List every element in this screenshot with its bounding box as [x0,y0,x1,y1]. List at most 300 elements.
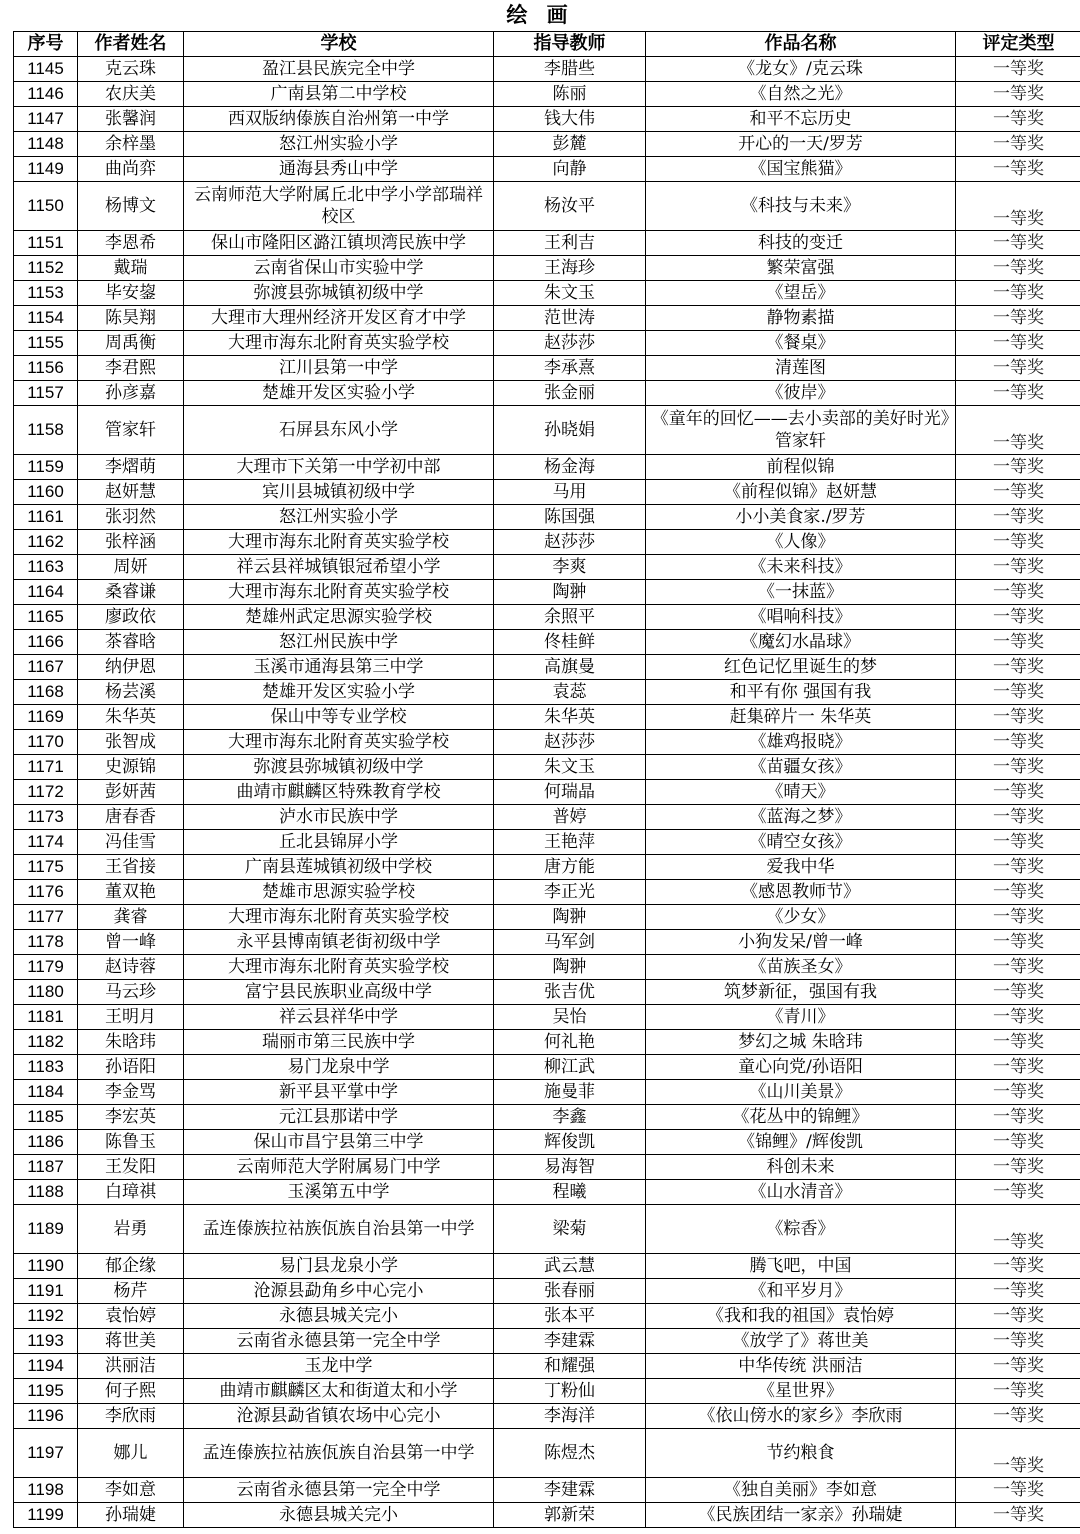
cell-school: 新平县平掌中学 [184,1080,494,1105]
cell-work: 《晴空女孩》 [646,830,956,855]
cell-number: 1197 [14,1429,78,1478]
table-row [14,1254,1080,1279]
column-header-author: 作者姓名 [78,32,184,57]
cell-work: 《未来科技》 [646,555,956,580]
cell-work: 《彼岸》 [646,381,956,406]
cell-school: 丘北县锦屏小学 [184,830,494,855]
cell-work: 《星世界》 [646,1379,956,1404]
cell-number: 1165 [14,605,78,630]
table-row [14,605,1080,630]
cell-teacher: 李正光 [494,880,646,905]
cell-author: 李君熙 [78,356,184,381]
cell-award: 一等奖 [956,132,1080,157]
cell-author: 曲尚弈 [78,157,184,182]
cell-teacher: 张吉优 [494,980,646,1005]
cell-author: 杨博文 [78,182,184,231]
table-row [14,830,1080,855]
cell-school: 祥云县祥城镇银冠希望小学 [184,555,494,580]
cell-number: 1198 [14,1478,78,1503]
cell-school: 保山市昌宁县第三中学 [184,1130,494,1155]
cell-award: 一等奖 [956,1354,1080,1379]
cell-work: 《我和我的祖国》袁怡婷 [646,1304,956,1329]
cell-number: 1148 [14,132,78,157]
cell-teacher: 杨汝平 [494,182,646,231]
cell-work: 《民族团结一家亲》孙瑞婕 [646,1503,956,1528]
table-row [14,256,1080,281]
cell-work: 梦幻之城 朱晗玮 [646,1030,956,1055]
table-row [14,331,1080,356]
cell-teacher: 陈丽 [494,82,646,107]
cell-author: 李熠萌 [78,455,184,480]
cell-number: 1155 [14,331,78,356]
table-row [14,82,1080,107]
cell-author: 冯佳雪 [78,830,184,855]
cell-teacher: 李鑫 [494,1105,646,1130]
table-row [14,107,1080,132]
cell-number: 1175 [14,855,78,880]
cell-number: 1192 [14,1304,78,1329]
cell-number: 1195 [14,1379,78,1404]
cell-author: 纳伊恩 [78,655,184,680]
cell-number: 1171 [14,755,78,780]
cell-teacher: 赵莎莎 [494,331,646,356]
cell-author: 朱华英 [78,705,184,730]
cell-author: 杨芹 [78,1279,184,1304]
table-row [14,530,1080,555]
cell-author: 陈鲁玉 [78,1130,184,1155]
cell-number: 1185 [14,1105,78,1130]
cell-work: 腾飞吧，中国 [646,1254,956,1279]
cell-teacher: 王艳萍 [494,830,646,855]
cell-number: 1154 [14,306,78,331]
cell-number: 1186 [14,1130,78,1155]
table-header-row [14,32,1080,57]
cell-work: 《雄鸡报晓》 [646,730,956,755]
cell-school: 广南县莲城镇初级中学校 [184,855,494,880]
cell-school: 云南师范大学附属易门中学 [184,1155,494,1180]
cell-school: 江川县第一中学 [184,356,494,381]
table-row [14,1180,1080,1205]
cell-school: 盈江县民族完全中学 [184,57,494,82]
cell-teacher: 李承熹 [494,356,646,381]
cell-author: 白璋祺 [78,1180,184,1205]
cell-school: 永德县城关完小 [184,1503,494,1528]
cell-award: 一等奖 [956,1055,1080,1080]
table-row [14,480,1080,505]
cell-teacher: 李腊些 [494,57,646,82]
cell-number: 1151 [14,231,78,256]
cell-author: 李金骂 [78,1080,184,1105]
page-title: 绘 画 [506,3,574,27]
cell-work: 《苗族圣女》 [646,955,956,980]
cell-author: 袁怡婷 [78,1304,184,1329]
table-row [14,705,1080,730]
table-row [14,1503,1080,1528]
table-row [14,1329,1080,1354]
cell-teacher: 易海智 [494,1155,646,1180]
cell-award: 一等奖 [956,356,1080,381]
cell-school: 西双版纳傣族自治州第一中学 [184,107,494,132]
cell-number: 1146 [14,82,78,107]
cell-award: 一等奖 [956,1155,1080,1180]
table-row [14,880,1080,905]
cell-school: 大理市海东北附育英实验学校 [184,580,494,605]
cell-work: 中华传统 洪丽洁 [646,1354,956,1379]
cell-number: 1163 [14,555,78,580]
table-row [14,455,1080,480]
cell-work: 爱我中华 [646,855,956,880]
cell-author: 董双艳 [78,880,184,905]
cell-number: 1183 [14,1055,78,1080]
cell-award: 一等奖 [956,182,1080,231]
cell-number: 1156 [14,356,78,381]
cell-school: 富宁县民族职业高级中学 [184,980,494,1005]
cell-author: 张羽然 [78,505,184,530]
cell-author: 郁企缘 [78,1254,184,1279]
cell-school: 易门县龙泉小学 [184,1254,494,1279]
cell-work: 《蓝海之梦》 [646,805,956,830]
cell-author: 赵诗蓉 [78,955,184,980]
cell-work: 开心的一天/罗芳 [646,132,956,157]
table-row [14,1155,1080,1180]
cell-award: 一等奖 [956,1105,1080,1130]
cell-number: 1182 [14,1030,78,1055]
table-row [14,555,1080,580]
table-row [14,1080,1080,1105]
cell-work: 《一抹蓝》 [646,580,956,605]
cell-author: 李恩希 [78,231,184,256]
table-row [14,730,1080,755]
cell-teacher: 王利吉 [494,231,646,256]
cell-teacher: 朱文玉 [494,281,646,306]
cell-work: 《龙女》/克云珠 [646,57,956,82]
cell-award: 一等奖 [956,855,1080,880]
cell-teacher: 张金丽 [494,381,646,406]
cell-teacher: 张春丽 [494,1279,646,1304]
cell-award: 一等奖 [956,530,1080,555]
cell-school: 宾川县城镇初级中学 [184,480,494,505]
cell-author: 孙彦嘉 [78,381,184,406]
cell-number: 1153 [14,281,78,306]
cell-work: 小狗发呆/曾一峰 [646,930,956,955]
cell-work: 清莲图 [646,356,956,381]
table-row [14,955,1080,980]
cell-teacher: 吴怡 [494,1005,646,1030]
column-header-school: 学校 [184,32,494,57]
cell-author: 周妍 [78,555,184,580]
cell-teacher: 赵莎莎 [494,730,646,755]
table-row [14,306,1080,331]
cell-author: 曾一峰 [78,930,184,955]
table-row [14,281,1080,306]
cell-award: 一等奖 [956,157,1080,182]
cell-work: 《感恩教师节》 [646,880,956,905]
cell-work: 《前程似锦》赵妍慧 [646,480,956,505]
table-row [14,182,1080,231]
awards-table [13,31,1080,1528]
cell-work: 和平有你 强国有我 [646,680,956,705]
cell-award: 一等奖 [956,82,1080,107]
cell-teacher: 陶翀 [494,580,646,605]
cell-author: 王发阳 [78,1155,184,1180]
cell-number: 1176 [14,880,78,905]
cell-author: 张智成 [78,730,184,755]
cell-school: 大理市海东北附育英实验学校 [184,955,494,980]
cell-teacher: 唐方能 [494,855,646,880]
table-row [14,157,1080,182]
table-row [14,1205,1080,1254]
table-row [14,505,1080,530]
cell-award: 一等奖 [956,1130,1080,1155]
cell-school: 易门龙泉中学 [184,1055,494,1080]
cell-work: 《少女》 [646,905,956,930]
cell-work: 《国宝熊猫》 [646,157,956,182]
cell-teacher: 辉俊凯 [494,1130,646,1155]
cell-number: 1180 [14,980,78,1005]
cell-school: 楚雄市思源实验学校 [184,880,494,905]
cell-award: 一等奖 [956,1304,1080,1329]
table-row [14,356,1080,381]
cell-teacher: 余照平 [494,605,646,630]
table-row [14,905,1080,930]
cell-school: 玉龙中学 [184,1354,494,1379]
cell-award: 一等奖 [956,1503,1080,1528]
cell-school: 玉溪市通海县第三中学 [184,655,494,680]
cell-work: 童心向党/孙语阳 [646,1055,956,1080]
cell-award: 一等奖 [956,1279,1080,1304]
table-row [14,1055,1080,1080]
cell-award: 一等奖 [956,1180,1080,1205]
cell-number: 1188 [14,1180,78,1205]
cell-number: 1166 [14,630,78,655]
cell-author: 史源锦 [78,755,184,780]
cell-school: 泸水市民族中学 [184,805,494,830]
cell-teacher: 陶翀 [494,955,646,980]
cell-award: 一等奖 [956,1478,1080,1503]
cell-author: 岩勇 [78,1205,184,1254]
table-row [14,1130,1080,1155]
table-row [14,1478,1080,1503]
cell-teacher: 马用 [494,480,646,505]
cell-school: 怒江州实验小学 [184,505,494,530]
table-row [14,132,1080,157]
cell-work: 《自然之光》 [646,82,956,107]
cell-number: 1189 [14,1205,78,1254]
cell-number: 1149 [14,157,78,182]
cell-school: 怒江州实验小学 [184,132,494,157]
cell-teacher: 何瑞晶 [494,780,646,805]
cell-number: 1177 [14,905,78,930]
cell-author: 陈昊翔 [78,306,184,331]
cell-school: 大理市海东北附育英实验学校 [184,530,494,555]
cell-number: 1191 [14,1279,78,1304]
cell-award: 一等奖 [956,455,1080,480]
table-row [14,1005,1080,1030]
cell-teacher: 李建霖 [494,1478,646,1503]
cell-award: 一等奖 [956,1205,1080,1254]
cell-work: 《晴天》 [646,780,956,805]
cell-number: 1193 [14,1329,78,1354]
cell-work: 小小美食家./罗芳 [646,505,956,530]
cell-number: 1194 [14,1354,78,1379]
cell-author: 张梓涵 [78,530,184,555]
cell-teacher: 李爽 [494,555,646,580]
cell-award: 一等奖 [956,780,1080,805]
cell-teacher: 武云慧 [494,1254,646,1279]
cell-award: 一等奖 [956,980,1080,1005]
cell-work: 《放学了》蒋世美 [646,1329,956,1354]
column-header-teacher: 指导教师 [494,32,646,57]
cell-work: 科创未来 [646,1155,956,1180]
cell-teacher: 陈煜杰 [494,1429,646,1478]
cell-number: 1179 [14,955,78,980]
cell-school: 通海县秀山中学 [184,157,494,182]
cell-work: 静物素描 [646,306,956,331]
cell-award: 一等奖 [956,705,1080,730]
cell-award: 一等奖 [956,306,1080,331]
cell-award: 一等奖 [956,505,1080,530]
table-row [14,1304,1080,1329]
cell-award: 一等奖 [956,1329,1080,1354]
cell-author: 农庆美 [78,82,184,107]
cell-work: 前程似锦 [646,455,956,480]
cell-teacher: 李建霖 [494,1329,646,1354]
table-row [14,855,1080,880]
cell-school: 广南县第二中学校 [184,82,494,107]
table-row [14,1105,1080,1130]
cell-teacher: 朱华英 [494,705,646,730]
cell-school: 石屏县东风小学 [184,406,494,455]
cell-number: 1147 [14,107,78,132]
cell-work: 《花丛中的锦鲤》 [646,1105,956,1130]
cell-work: 《山川美景》 [646,1080,956,1105]
cell-number: 1184 [14,1080,78,1105]
cell-award: 一等奖 [956,555,1080,580]
cell-school: 曲靖市麒麟区特殊教育学校 [184,780,494,805]
table-row [14,630,1080,655]
table-row [14,1354,1080,1379]
cell-award: 一等奖 [956,930,1080,955]
cell-author: 管家轩 [78,406,184,455]
cell-number: 1169 [14,705,78,730]
cell-school: 祥云县祥华中学 [184,1005,494,1030]
cell-award: 一等奖 [956,256,1080,281]
cell-author: 唐春香 [78,805,184,830]
cell-school: 元江县那诺中学 [184,1105,494,1130]
cell-teacher: 袁蕊 [494,680,646,705]
cell-work: 《童年的回忆——去小卖部的美好时光》管家轩 [646,406,956,455]
cell-school: 楚雄开发区实验小学 [184,680,494,705]
cell-teacher: 杨金海 [494,455,646,480]
cell-teacher: 孙晓娟 [494,406,646,455]
cell-author: 龚睿 [78,905,184,930]
cell-teacher: 赵莎莎 [494,530,646,555]
cell-author: 孙语阳 [78,1055,184,1080]
cell-work: 科技的变迁 [646,231,956,256]
table-row [14,755,1080,780]
cell-teacher: 何礼艳 [494,1030,646,1055]
cell-teacher: 朱文玉 [494,755,646,780]
cell-teacher: 陶翀 [494,905,646,930]
cell-school: 永德县城关完小 [184,1304,494,1329]
cell-author: 余梓墨 [78,132,184,157]
cell-author: 李如意 [78,1478,184,1503]
cell-work: 《餐桌》 [646,331,956,356]
cell-work: 节约粮食 [646,1429,956,1478]
cell-author: 李欣雨 [78,1404,184,1429]
cell-author: 桑睿谦 [78,580,184,605]
cell-number: 1167 [14,655,78,680]
cell-award: 一等奖 [956,331,1080,356]
cell-teacher: 范世涛 [494,306,646,331]
cell-number: 1168 [14,680,78,705]
cell-work: 《山水清音》 [646,1180,956,1205]
cell-author: 彭妍茜 [78,780,184,805]
cell-award: 一等奖 [956,231,1080,256]
cell-number: 1190 [14,1254,78,1279]
table-row [14,780,1080,805]
table-row [14,930,1080,955]
table-row [14,580,1080,605]
cell-work: 赶集碎片一 朱华英 [646,705,956,730]
cell-author: 廖政依 [78,605,184,630]
cell-work: 和平不忘历史 [646,107,956,132]
cell-number: 1145 [14,57,78,82]
cell-author: 戴瑞 [78,256,184,281]
cell-teacher: 郭新荣 [494,1503,646,1528]
table-row [14,381,1080,406]
cell-teacher: 柳江武 [494,1055,646,1080]
table-row [14,406,1080,455]
cell-work: 《和平岁月》 [646,1279,956,1304]
cell-school: 楚雄开发区实验小学 [184,381,494,406]
cell-number: 1172 [14,780,78,805]
cell-author: 王省接 [78,855,184,880]
cell-author: 李宏英 [78,1105,184,1130]
cell-teacher: 张本平 [494,1304,646,1329]
cell-author: 马云珍 [78,980,184,1005]
cell-school: 怒江州民族中学 [184,630,494,655]
cell-work: 《人像》 [646,530,956,555]
cell-work: 《望岳》 [646,281,956,306]
table-row [14,231,1080,256]
table-row [14,1030,1080,1055]
cell-award: 一等奖 [956,406,1080,455]
cell-school: 云南省永德县第一完全中学 [184,1478,494,1503]
table-row [14,1404,1080,1429]
cell-school: 云南师范大学附属丘北中学小学部瑞祥校区 [184,182,494,231]
cell-number: 1160 [14,480,78,505]
cell-teacher: 马军剑 [494,930,646,955]
cell-school: 云南省保山市实验中学 [184,256,494,281]
cell-number: 1159 [14,455,78,480]
cell-award: 一等奖 [956,281,1080,306]
cell-award: 一等奖 [956,830,1080,855]
cell-school: 永平县博南镇老街初级中学 [184,930,494,955]
cell-school: 弥渡县弥城镇初级中学 [184,281,494,306]
cell-school: 保山中等专业学校 [184,705,494,730]
cell-number: 1152 [14,256,78,281]
cell-award: 一等奖 [956,730,1080,755]
cell-work: 《唱响科技》 [646,605,956,630]
cell-award: 一等奖 [956,905,1080,930]
table-row [14,1379,1080,1404]
cell-school: 曲靖市麒麟区太和街道太和小学 [184,1379,494,1404]
cell-school: 沧源县勐省镇农场中心完小 [184,1404,494,1429]
cell-author: 何子熙 [78,1379,184,1404]
cell-author: 毕安鋆 [78,281,184,306]
cell-work: 《苗疆女孩》 [646,755,956,780]
